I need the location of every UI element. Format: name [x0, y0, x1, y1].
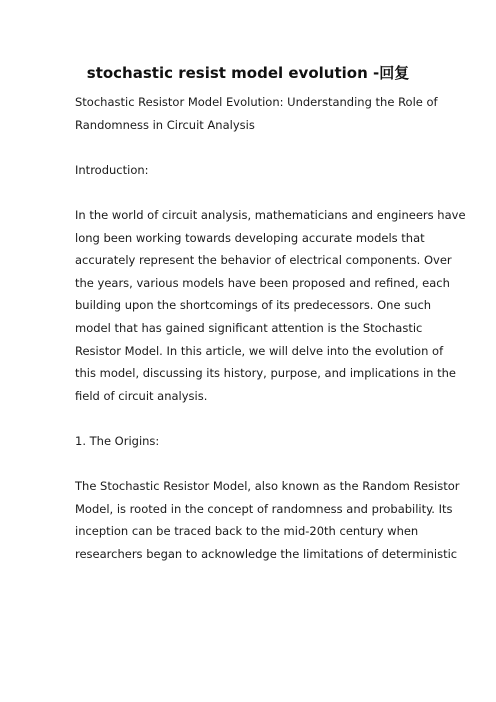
paragraph-gap: [75, 407, 425, 430]
intro-line: accurately represent the behavior of electrical components. Over: [75, 253, 452, 268]
document-title: stochastic resist model evolution -回复: [86, 64, 410, 82]
section1-line: researchers began to acknowledge the limitations of deterministic: [75, 546, 458, 561]
paragraph-gap: [75, 453, 425, 476]
section1-line: inception can be traced back to the mid-20th century when: [75, 524, 419, 539]
document-body: [75, 91, 466, 565]
section1-heading: 1. The Origins:: [75, 433, 160, 448]
intro-line: field of circuit analysis.: [75, 388, 208, 403]
paragraph-gap: [75, 181, 425, 204]
subtitle-line: Stochastic Resistor Model Evolution: Understanding the Role of: [75, 95, 438, 109]
section1-line: Model, is rooted in the concept of randomness and probability. Its: [75, 501, 453, 516]
intro-heading: Introduction:: [75, 162, 149, 177]
intro-line: long been working towards developing accurate models that: [75, 230, 425, 245]
intro-line: building upon the shortcomings of its predecessors. One such: [75, 298, 432, 313]
section1-line: The Stochastic Resistor Model, also known as the Random Resistor: [75, 479, 460, 494]
intro-line: the years, various models have been proposed and refined, each: [75, 275, 450, 290]
intro-line: Resistor Model. In this article, we will delve into the evolution of: [75, 343, 444, 358]
intro-line: this model, discussing its history, purpose, and implications in the: [75, 366, 456, 381]
intro-line: model that has gained significant attention is the Stochastic: [75, 320, 423, 335]
intro-line: In the world of circuit analysis, mathematicians and engineers have: [75, 207, 466, 222]
subtitle-line: Randomness in Circuit Analysis: [75, 117, 255, 132]
paragraph-gap: [75, 136, 425, 159]
